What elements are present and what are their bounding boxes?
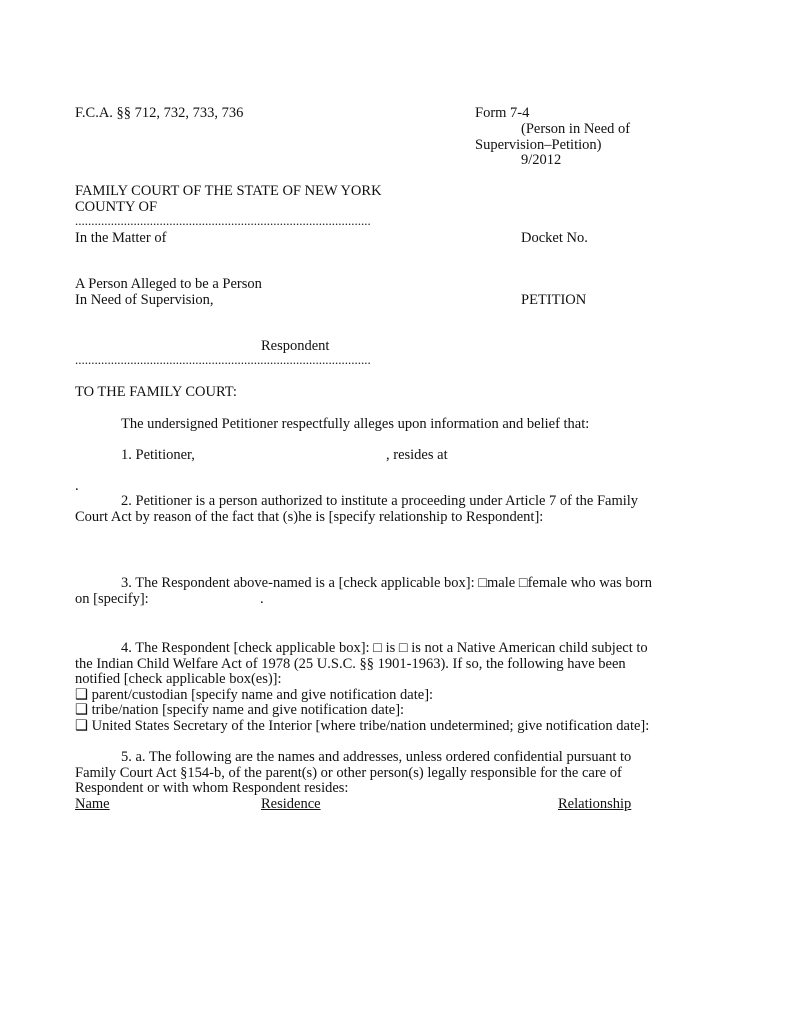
person-line2: In Need of Supervision,	[75, 292, 214, 308]
court-name: FAMILY COURT OF THE STATE OF NEW YORK	[75, 183, 382, 199]
paragraph-2-line1: 2. Petitioner is a person authorized to institute a proceeding under Article 7 of the Family	[121, 493, 639, 509]
document-type: PETITION	[521, 292, 587, 308]
caption-separator-bottom: ...........................................................................................	[75, 352, 371, 367]
paragraph-1-end: , resides at	[386, 447, 448, 463]
paragraph-2-line2: Court Act by reason of the fact that (s)he is [specify relationship to Respondent]:	[75, 509, 544, 525]
form-number: Form 7-4	[475, 105, 530, 121]
caption-separator-top: ...........................................................................................	[75, 213, 371, 228]
to-court-heading: TO THE FAMILY COURT:	[75, 384, 237, 400]
paragraph-4-line2: the Indian Child Welfare Act of 1978 (25 U.S.C. §§ 1901-1963). If so, the following have been	[75, 656, 626, 672]
paragraph-5-line1: 5. a. The following are the names and addresses, unless ordered confidential pursuant to	[121, 749, 632, 765]
stray-period: .	[75, 478, 79, 494]
notify-option-parent: ❑ parent/custodian [specify name and give notification date]:	[75, 687, 434, 703]
paragraph-5-line3: Respondent or with whom Respondent resides:	[75, 780, 349, 796]
paragraph-4-line1: 4. The Respondent [check applicable box]: □ is □ is not a Native American child subject to	[121, 640, 648, 656]
matter-label: In the Matter of	[75, 230, 167, 246]
paragraph-3-line1: 3. The Respondent above-named is a [check applicable box]: □male □female who was born	[121, 575, 653, 591]
notify-option-tribe: ❑ tribe/nation [specify name and give notification date]:	[75, 702, 405, 718]
column-header-relationship: Relationship	[558, 796, 632, 812]
form-title-line1: (Person in Need of	[521, 121, 631, 137]
paragraph-3-line2-start: on [specify]:	[75, 591, 149, 607]
form-title-line2: Supervision–Petition)	[475, 137, 602, 153]
person-line1: A Person Alleged to be a Person	[75, 276, 262, 292]
paragraph-3-line2-end: .	[260, 591, 264, 607]
column-header-residence: Residence	[261, 796, 321, 812]
form-date: 9/2012	[521, 152, 562, 168]
column-header-name: Name	[75, 796, 110, 812]
docket-label: Docket No.	[521, 230, 588, 246]
statute-reference: F.C.A. §§ 712, 732, 733, 736	[75, 105, 244, 121]
paragraph-5-line2: Family Court Act §154-b, of the parent(s) or other person(s) legally responsible for the care of	[75, 765, 622, 781]
paragraph-1-start: 1. Petitioner,	[121, 447, 195, 463]
county-label: COUNTY OF	[75, 199, 158, 215]
respondent-label: Respondent	[261, 338, 330, 354]
notify-option-secretary: ❑ United States Secretary of the Interior [where tribe/nation undetermined; give notification date]:	[75, 718, 650, 734]
paragraph-4-line3: notified [check applicable box(es)]:	[75, 671, 282, 687]
intro-paragraph: The undersigned Petitioner respectfully alleges upon information and belief that:	[121, 416, 590, 432]
